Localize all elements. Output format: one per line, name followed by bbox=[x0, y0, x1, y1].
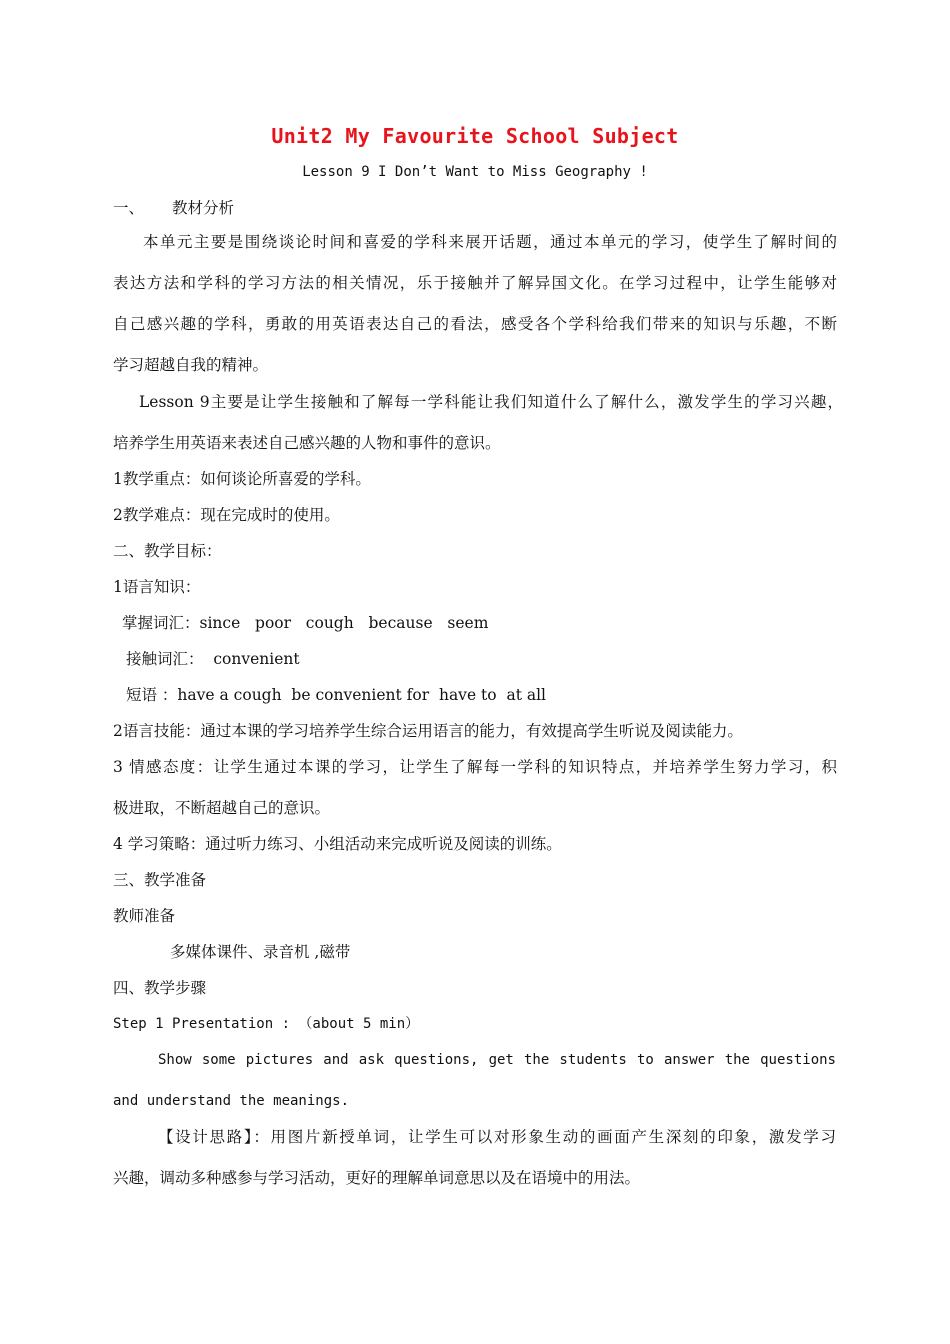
section-1-heading: 教材分析 bbox=[172, 199, 235, 217]
step1-desc-line1: Show some pictures and ask questions, get the students to answer the questions bbox=[158, 1052, 836, 1068]
para2-line1: Lesson 9主要是让学生接触和了解每一学科能让我们知道什么了解什么，激发学生的学习兴趣， bbox=[139, 393, 843, 411]
materials: 多媒体课件、录音机 ,磁带 bbox=[170, 943, 351, 961]
para1-line1: 本单元主要是围绕谈论时间和喜爱的学科来展开话题，通过本单元的学习，使学生了解时间的 bbox=[143, 233, 837, 251]
para1-line3: 自己感兴趣的学科，勇敢的用英语表达自己的看法，感受各个学科给我们带来的知识与乐趣，不断 bbox=[113, 315, 837, 333]
para1-line4: 学习超越自我的精神。 bbox=[113, 356, 269, 374]
vocab-contact: 接触词汇： convenient bbox=[126, 650, 300, 668]
key-point: 1教学重点：如何谈论所喜爱的学科。 bbox=[113, 470, 371, 488]
emotion-line1: 3 情感态度：让学生通过本课的学习，让学生了解每一学科的知识特点，并培养学生努力学习，积 bbox=[113, 758, 837, 776]
section-4-heading: 四、教学步骤 bbox=[113, 979, 207, 997]
language-skill: 2语言技能：通过本课的学习培养学生综合运用语言的能力，有效提高学生听说及阅读能力。 bbox=[113, 722, 743, 740]
teacher-prep: 教师准备 bbox=[113, 907, 176, 925]
learning-strategy: 4 学习策略：通过听力练习、小组活动来完成听说及阅读的训练。 bbox=[113, 835, 562, 853]
step1-desc-line2: and understand the meanings. bbox=[113, 1093, 350, 1109]
para1-line2: 表达方法和学科的学习方法的相关情况，乐于接触并了解异国文化。在学习过程中，让学生能够对 bbox=[113, 274, 837, 292]
doc-subtitle: Lesson 9 I Don’t Want to Miss Geography ! bbox=[302, 164, 648, 180]
section-3-heading: 三、教学准备 bbox=[113, 871, 207, 889]
language-knowledge: 1语言知识： bbox=[113, 578, 201, 596]
phrases: 短语 ：have a cough be convenient for have to at all bbox=[126, 686, 547, 704]
emotion-line2: 极进取，不断超越自己的意识。 bbox=[113, 799, 331, 817]
section-1-number: 一、 bbox=[113, 199, 145, 217]
design-line1: 【设计思路】：用图片新授单词，让学生可以对形象生动的画面产生深刻的印象，激发学习 bbox=[158, 1128, 836, 1146]
step1-heading: Step 1 Presentation : （about 5 min） bbox=[113, 1016, 420, 1032]
para2-line2: 培养学生用英语来表述自己感兴趣的人物和事件的意识。 bbox=[113, 434, 501, 452]
section-2-heading: 二、教学目标： bbox=[113, 542, 222, 560]
design-line2: 兴趣，调动多种感参与学习活动，更好的理解单词意思以及在语境中的用法。 bbox=[113, 1169, 641, 1187]
doc-title: Unit2 My Favourite School Subject bbox=[271, 124, 679, 148]
difficult-point: 2教学难点：现在完成时的使用。 bbox=[113, 506, 340, 524]
vocab-master: 掌握词汇：since poor cough because seem bbox=[122, 614, 489, 632]
